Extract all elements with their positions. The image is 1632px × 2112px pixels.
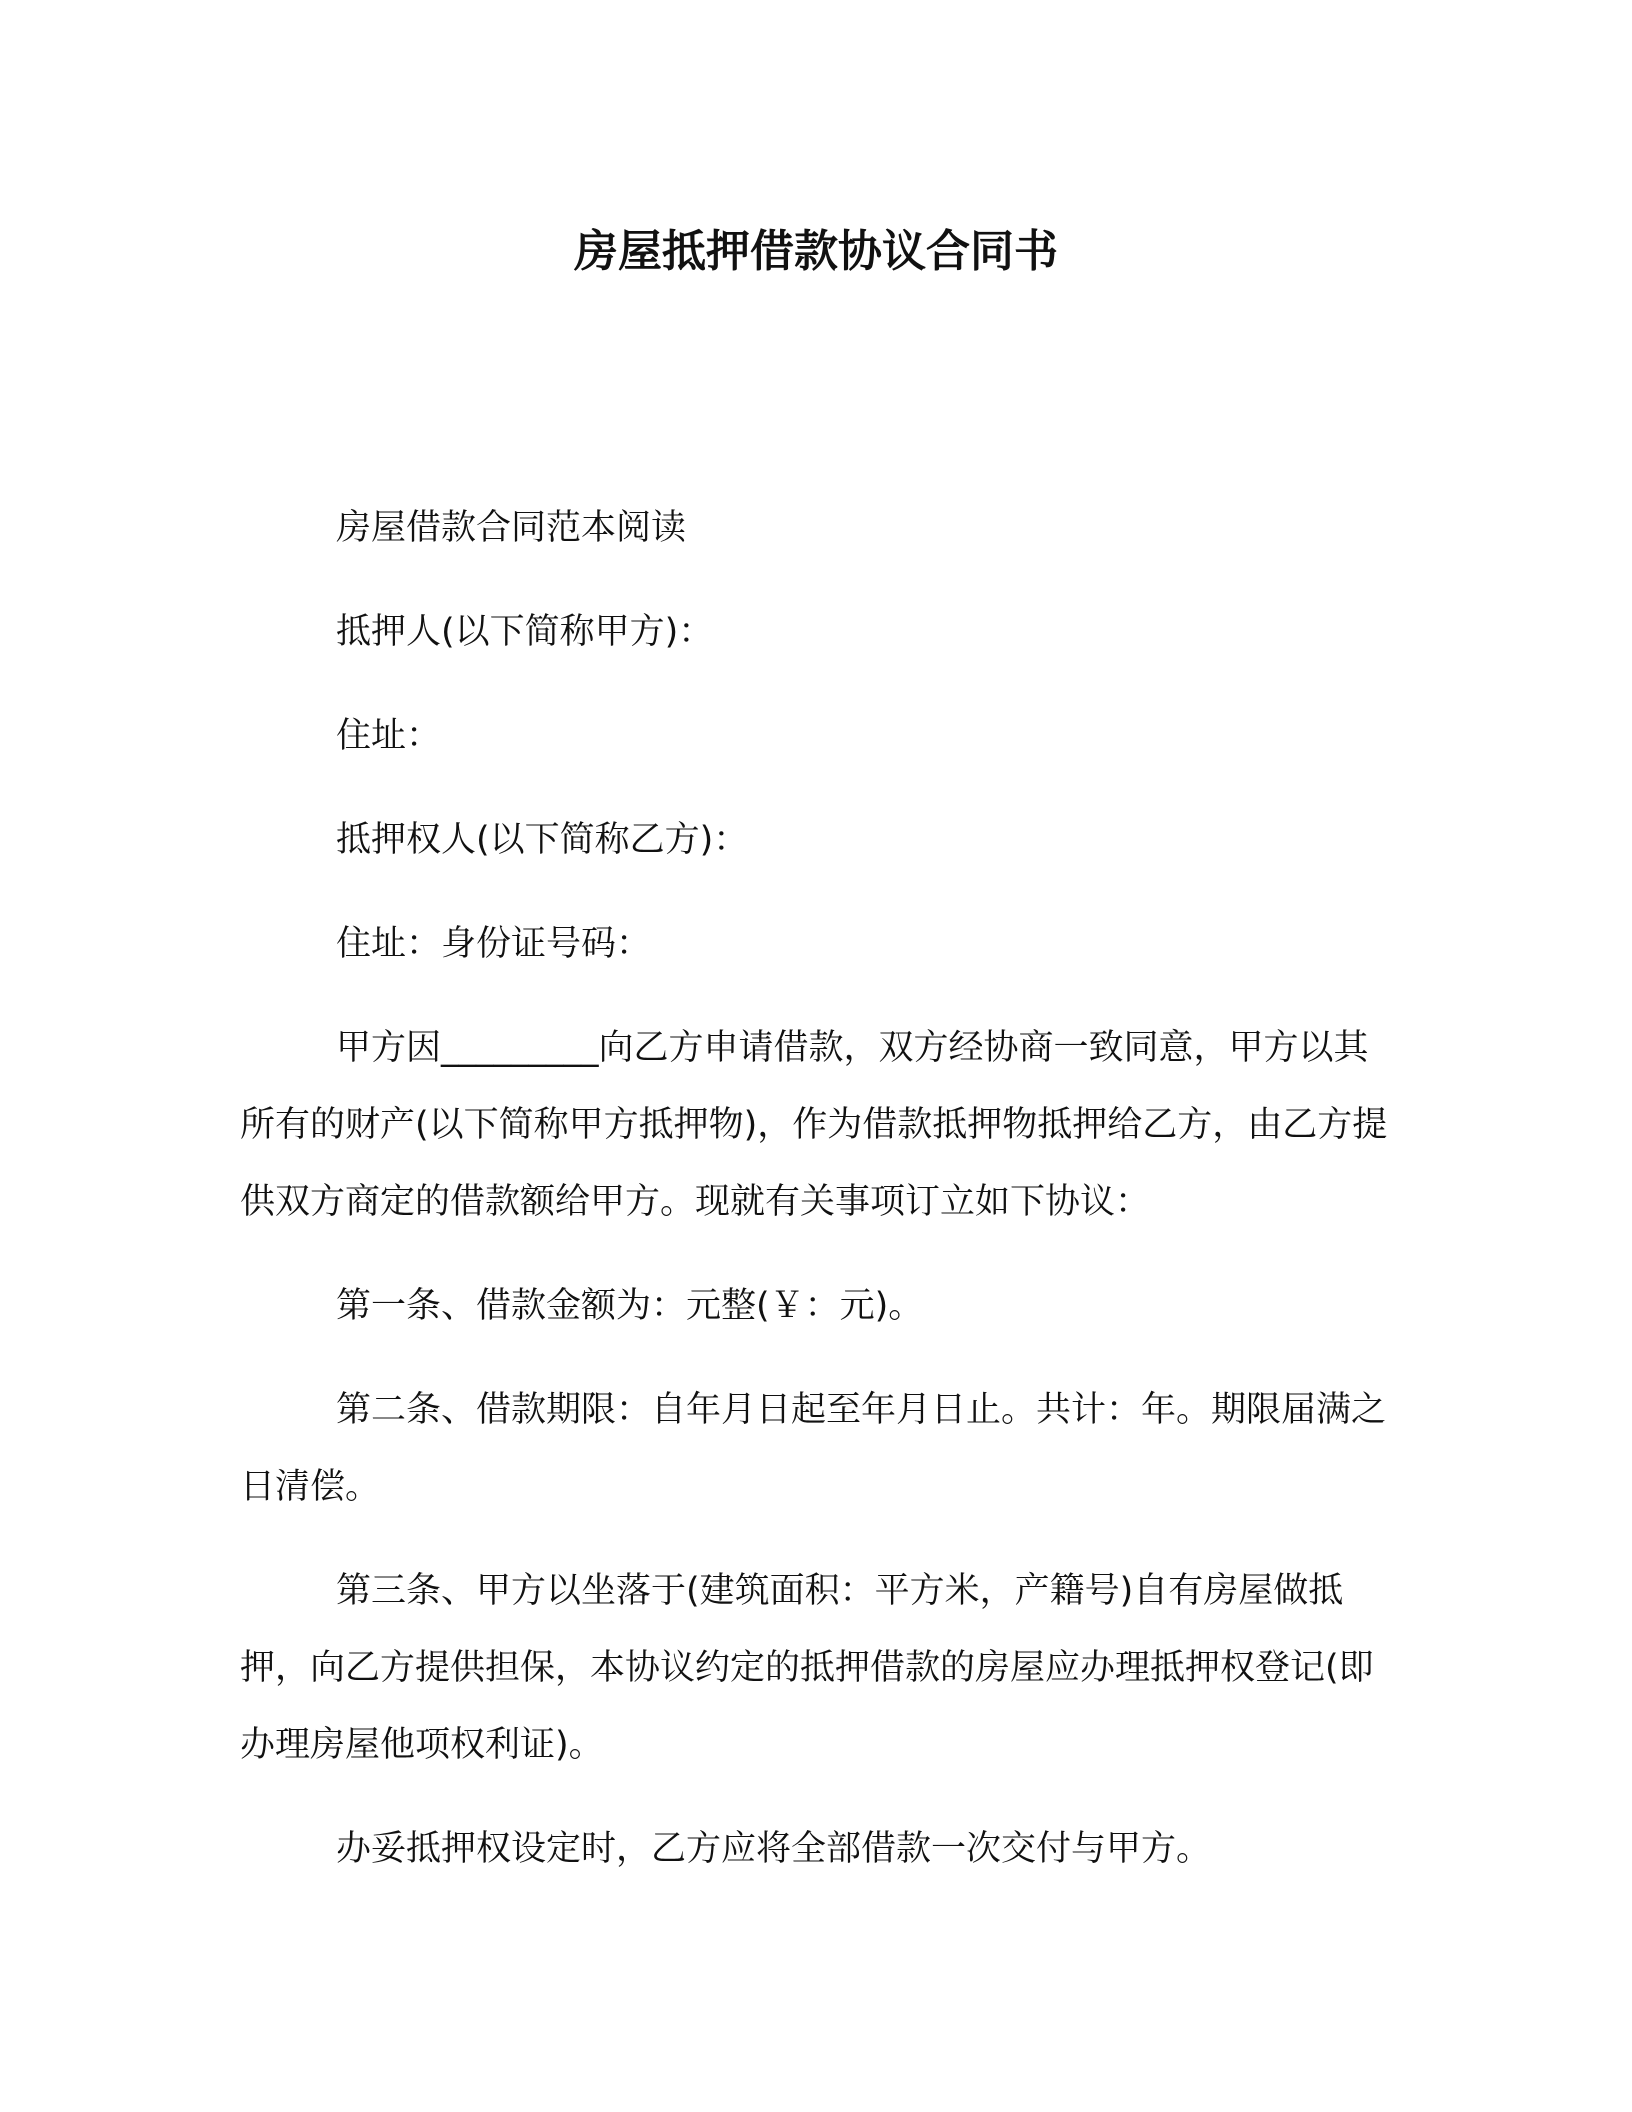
- paragraph-article-3: 第三条、甲方以坐落于(建筑面积：平方米，产籍号)自有房屋做抵押，向乙方提供担保，本协议约定的抵押借款的房屋应办理抵押权登记(即办理房屋他项权利证)。: [240, 1571, 1374, 1765]
- paragraph-mortgagee: 抵押权人(以下简称乙方)：: [336, 820, 749, 860]
- paragraph-mortgagor: 抵押人(以下简称甲方)：: [336, 612, 714, 652]
- paragraph-preamble: 甲方因_________向乙方申请借款，双方经协商一致同意，甲方以其所有的财产(以下简称甲方抵押物)，作为借款抵押物抵押给乙方，由乙方提供双方商定的借款额给甲方。现就有关事项订立如下协议：: [240, 1028, 1388, 1222]
- paragraph-article-2: 第二条、借款期限：自年月日起至年月日止。共计：年。期限届满之日清偿。: [240, 1390, 1387, 1507]
- document-title: 房屋抵押借款协议合同书: [574, 226, 1058, 277]
- paragraph-mortgagor-address: 住址：: [336, 716, 442, 756]
- paragraph-delivery: 办妥抵押权设定时，乙方应将全部借款一次交付与甲方。: [336, 1829, 1212, 1869]
- document-body: [240, 490, 1394, 1915]
- paragraph-article-1: 第一条、借款金额为：元整(￥：元)。: [336, 1286, 924, 1326]
- paragraph-mortgagee-address-id: 住址：身份证号码：: [336, 924, 652, 964]
- paragraph-subtitle: 房屋借款合同范本阅读: [336, 508, 687, 548]
